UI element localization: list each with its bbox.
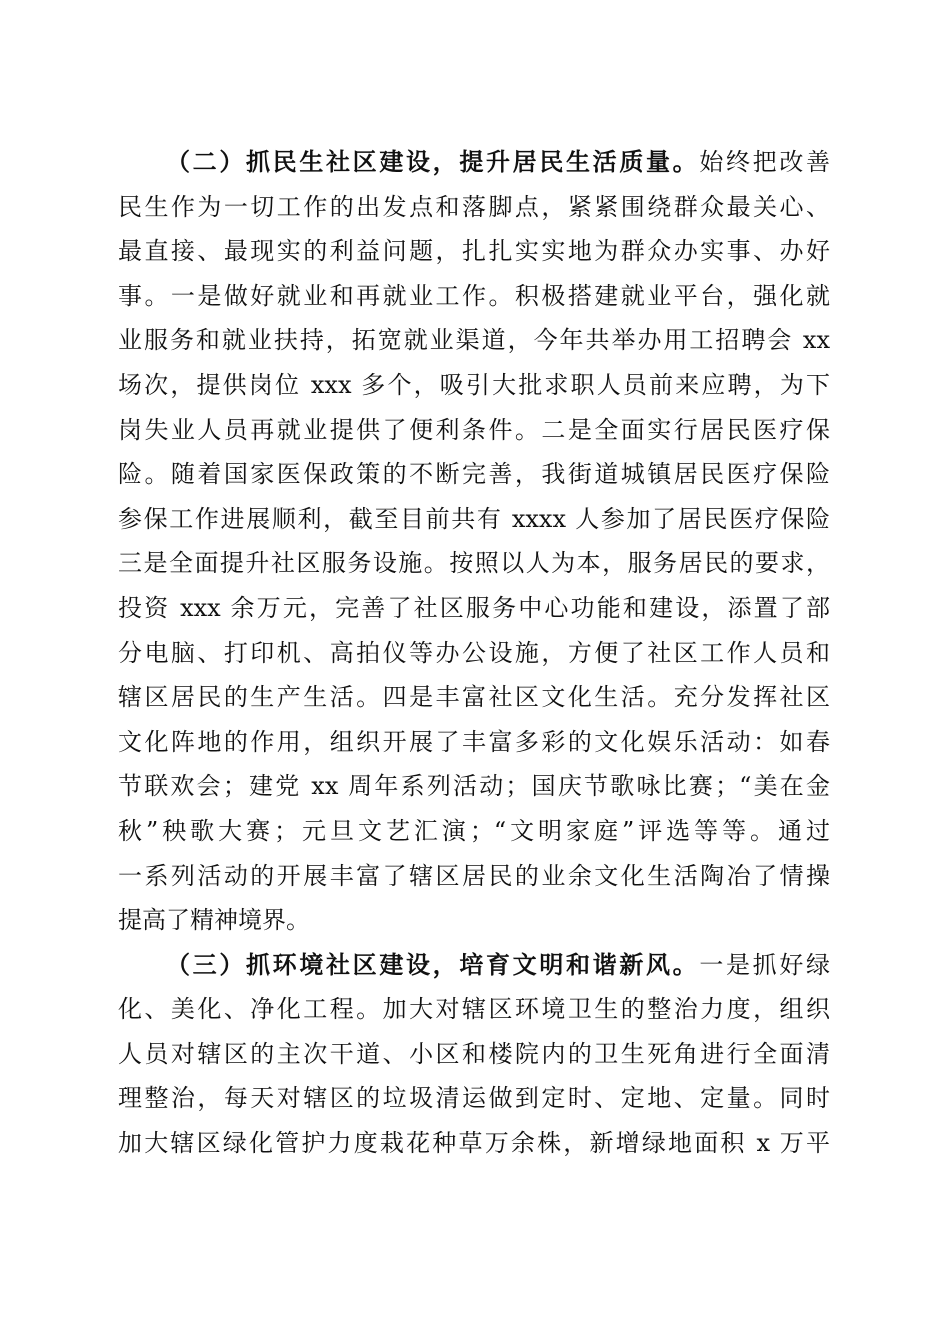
paragraph-line xyxy=(118,452,830,497)
paragraph-line xyxy=(118,631,830,676)
paragraph-text: 一系列活动的开展丰富了辖区居民的业余文化生活陶冶了情操 xyxy=(118,861,830,890)
paragraph-3-line-1-content xyxy=(166,943,830,988)
paragraph-text: 理整治，每天对辖区的垃圾清运做到定时、定地、定量。同时 xyxy=(118,1084,830,1113)
paragraph-line xyxy=(118,1032,830,1077)
paragraph-text: 场次，提供岗位 xxx 多个，吸引大批求职人员前来应聘，为下 xyxy=(118,370,830,399)
paragraph-line xyxy=(118,408,830,453)
paragraph-text: 加大辖区绿化管护力度栽花种草万余株，新增绿地面积 x 万平 xyxy=(118,1129,830,1158)
paragraph-text: 民生作为一切工作的出发点和落脚点，紧紧围绕群众最关心、 xyxy=(118,192,830,221)
paragraph-line xyxy=(118,987,830,1032)
paragraph-line xyxy=(118,541,830,586)
paragraph-text: 一是抓好绿 xyxy=(699,950,831,979)
paragraph-text: 参保工作进展顺利，截至目前共有 xxxx 人参加了居民医疗保险 xyxy=(118,504,830,533)
paragraph-line xyxy=(118,764,830,809)
paragraph-text: 文化阵地的作用，组织开展了丰富多彩的文化娱乐活动：如春 xyxy=(118,727,830,756)
paragraph-text: 最直接、最现实的利益问题，扎扎实实地为群众办实事、办好 xyxy=(118,237,830,266)
paragraph-line xyxy=(118,854,830,899)
paragraph-text: 三是全面提升社区服务设施。按照以人为本，服务居民的要求， xyxy=(118,549,830,578)
paragraph-text: 险。随着国家医保政策的不断完善，我街道城镇居民医疗保险 xyxy=(118,460,830,489)
paragraph-text: 业服务和就业扶持，拓宽就业渠道，今年共举办用工招聘会 xx xyxy=(118,326,830,355)
paragraph-text: 辖区居民的生产生活。四是丰富社区文化生活。充分发挥社区 xyxy=(118,683,830,712)
paragraph-line xyxy=(118,809,830,854)
paragraph-line xyxy=(118,720,830,765)
paragraph-line xyxy=(118,675,830,720)
paragraph-line xyxy=(118,363,830,408)
paragraph-text: 化、美化、净化工程。加大对辖区环境卫生的整治力度，组织 xyxy=(118,995,830,1024)
paragraph-text: 岗失业人员再就业提供了便利条件。二是全面实行居民医疗保 xyxy=(118,415,830,444)
paragraph-text: 始终把改善 xyxy=(699,148,831,176)
document-body xyxy=(118,140,838,1166)
paragraph-line xyxy=(118,229,830,274)
paragraph-line xyxy=(118,185,830,230)
paragraph-line xyxy=(118,1121,830,1166)
paragraph-line xyxy=(118,497,830,542)
paragraph-line xyxy=(118,1076,830,1121)
paragraph-line xyxy=(118,586,830,631)
paragraph-text: 节联欢会；建党 xx 周年系列活动；国庆节歌咏比赛；“美在金 xyxy=(118,772,830,801)
paragraph-line-last xyxy=(118,898,838,943)
paragraph-line xyxy=(118,274,830,319)
paragraph-2-line-1 xyxy=(118,140,830,185)
paragraph-text: 提高了精神境界。 xyxy=(118,906,310,935)
paragraph-text: 分电脑、打印机、高拍仪等办公设施，方便了社区工作人员和 xyxy=(118,638,830,667)
paragraph-3-line-1 xyxy=(118,943,830,988)
paragraph-text: 投资 xxx 余万元，完善了社区服务中心功能和建设，添置了部 xyxy=(118,593,830,622)
paragraph-text: 秋”秧歌大赛；元旦文艺汇演；“文明家庭”评选等等。通过 xyxy=(118,816,830,845)
section-heading-3: （三）抓环境社区建设，培育文明和谐新风。 xyxy=(166,949,700,979)
paragraph-line xyxy=(118,318,830,363)
paragraph-text: 人员对辖区的主次干道、小区和楼院内的卫生死角进行全面清 xyxy=(118,1039,830,1068)
section-heading-2: （二）抓民生社区建设，提升居民生活质量。 xyxy=(166,147,700,176)
paragraph-2-line-1-content xyxy=(166,140,830,185)
paragraph-text: 事。一是做好就业和再就业工作。积极搭建就业平台，强化就 xyxy=(118,281,830,310)
